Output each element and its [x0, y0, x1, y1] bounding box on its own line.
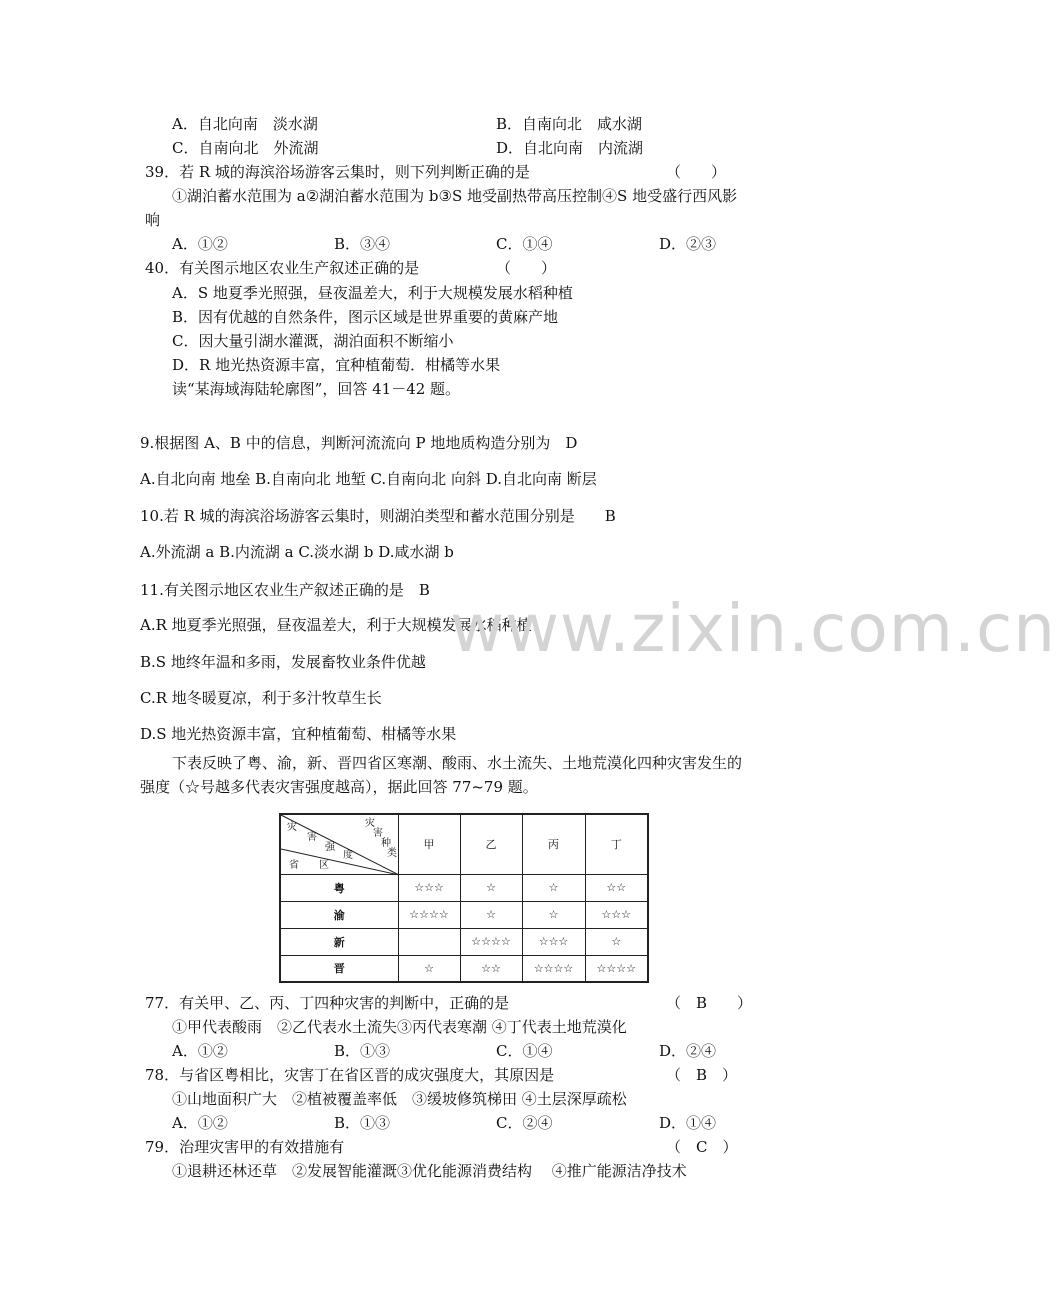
question-79: 79．治理灾害甲的有效措施有	[145, 1138, 345, 1156]
question-9: 9.根据图 A、B 中的信息，判断河流流向 P 地地质构造分别为 D	[140, 434, 578, 452]
option-d: D．R 地光热资源丰富，宜种植葡萄．柑橘等水果	[172, 356, 501, 374]
option-a: A．①②	[172, 235, 228, 253]
question-78: 78．与省区粤相比，灾害丁在省区晋的成灾强度大，其原因是	[145, 1066, 555, 1084]
column-header: 乙	[460, 814, 522, 874]
rating-cell: ☆☆	[460, 955, 522, 982]
rating-cell: ☆☆☆☆	[460, 928, 522, 955]
answer-bracket-78: （ B ）	[666, 1066, 738, 1084]
option-c: C．①④	[496, 235, 553, 253]
column-header: 甲	[398, 814, 460, 874]
option-d: D．自北向南 内流湖	[496, 139, 644, 157]
rating-cell: ☆☆☆☆	[522, 955, 585, 982]
answer-bracket-40: （ ）	[496, 259, 557, 277]
header-label: 害	[373, 828, 383, 839]
option-d: D．①④	[659, 1114, 717, 1132]
province-cell: 渝	[280, 901, 398, 928]
table-row	[280, 955, 648, 982]
options-9: A.自北向南 地垒 B.自南向北 地堑 C.自南向北 向斜 D.自北向南 断层	[140, 470, 597, 488]
question-77: 77．有关甲、乙、丙、丁四种灾害的判断中，正确的是	[145, 994, 510, 1012]
option-a: A．①②	[172, 1042, 228, 1060]
rating-cell: ☆☆☆	[522, 928, 585, 955]
question-39: 39．若 R 城的海滨浴场游客云集时，则下列判断正确的是	[145, 163, 530, 181]
statements-39-cont: 响	[145, 211, 161, 229]
rating-cell: ☆☆	[585, 874, 648, 901]
answer-bracket-39: （ ）	[666, 163, 727, 181]
rating-cell: ☆	[522, 874, 585, 901]
header-label: 省	[289, 860, 299, 871]
option-c: C．因大量引湖水灌溉，湖泊面积不断缩小	[172, 332, 454, 350]
header-label: 强	[325, 842, 335, 853]
column-header: 丁	[585, 814, 648, 874]
option-a: A．自北向南 淡水湖	[172, 115, 318, 133]
table-intro-cont: 强度（☆号越多代表灾害强度越高），据此回答 77~79 题。	[140, 778, 538, 796]
rating-cell: ☆☆☆	[398, 874, 460, 901]
option-b: B．因有优越的自然条件，图示区域是世界重要的黄麻产地	[172, 308, 559, 326]
question-40: 40．有关图示地区农业生产叙述正确的是	[145, 259, 420, 277]
rating-cell: ☆☆☆☆	[398, 901, 460, 928]
statements-79: ①退耕还林还草 ②发展智能灌溉③优化能源消费结构 ④推广能源洁净技术	[172, 1162, 687, 1180]
option-c: C．自南向北 外流湖	[172, 139, 319, 157]
option-b: B.S 地终年温和多雨，发展畜牧业条件优越	[140, 653, 426, 671]
header-label: 区	[319, 860, 329, 871]
option-a: A．①②	[172, 1114, 228, 1132]
option-b: B．③④	[334, 235, 391, 253]
rating-cell: ☆☆☆	[585, 901, 648, 928]
table-intro: 下表反映了粤、渝，新、晋四省区寒潮、酸雨、水土流失、土地荒漠化四种灾害发生的	[172, 754, 743, 772]
rating-cell: ☆	[398, 955, 460, 982]
header-label: 灾	[287, 822, 297, 833]
option-a: A．S 地夏季光照强，昼夜温差大，利于大规模发展水稻种植	[172, 284, 573, 302]
rating-cell: ☆	[522, 901, 585, 928]
question-10: 10.若 R 城的海滨浴场游客云集时，则湖泊类型和蓄水范围分别是 B	[140, 507, 616, 525]
table-row	[280, 901, 648, 928]
header-label: 度	[343, 850, 353, 861]
table-header-diagonal-cell	[280, 814, 398, 874]
statements-77: ①甲代表酸雨 ②乙代表水土流失③丙代表寒潮 ④丁代表土地荒漠化	[172, 1018, 627, 1036]
option-d: D.S 地光热资源丰富，宜种植葡萄、柑橘等水果	[140, 725, 457, 743]
rating-cell: ☆	[585, 928, 648, 955]
option-c: C．②④	[496, 1114, 553, 1132]
province-cell: 晋	[280, 955, 398, 982]
options-10: A.外流湖 a B.内流湖 a C.淡水湖 b D.咸水湖 b	[140, 543, 454, 561]
option-a: A.R 地夏季光照强，昼夜温差大，利于大规模发展水稻种植	[140, 616, 532, 634]
column-header: 丙	[522, 814, 585, 874]
header-label: 害	[307, 832, 317, 843]
rating-cell: ☆	[460, 901, 522, 928]
option-c: C．①④	[496, 1042, 553, 1060]
instruction-41-42: 读“某海域海陆轮廓图”，回答 41－42 题。	[172, 380, 461, 398]
question-11: 11.有关图示地区农业生产叙述正确的是 B	[140, 581, 430, 599]
disaster-table	[279, 813, 649, 983]
option-b: B．①③	[334, 1042, 391, 1060]
option-c: C.R 地冬暖夏凉，利于多汁牧草生长	[140, 689, 382, 707]
table-row	[280, 874, 648, 901]
header-label: 类	[387, 848, 397, 859]
header-label: 灾	[365, 818, 375, 829]
province-cell: 粤	[280, 874, 398, 901]
statements-78: ①山地面积广大 ②植被覆盖率低 ③缓坡修筑梯田 ④土层深厚疏松	[172, 1090, 627, 1108]
option-d: D．②③	[659, 235, 717, 253]
table-row	[280, 928, 648, 955]
rating-cell	[398, 928, 460, 955]
rating-cell: ☆☆☆☆	[585, 955, 648, 982]
statements-39: ①湖泊蓄水范围为 a②湖泊蓄水范围为 b③S 地受副热带高压控制④S 地受盛行西风影	[172, 187, 738, 205]
province-cell: 新	[280, 928, 398, 955]
answer-bracket-79: （ C ）	[666, 1138, 738, 1156]
option-b: B．自南向北 咸水湖	[496, 115, 643, 133]
option-d: D．②④	[659, 1042, 717, 1060]
watermark: www.zixin.com.cn	[450, 590, 1056, 667]
answer-bracket-77: （ B ）	[666, 994, 753, 1012]
header-label: 种	[381, 838, 391, 849]
rating-cell: ☆	[460, 874, 522, 901]
option-b: B．①③	[334, 1114, 391, 1132]
